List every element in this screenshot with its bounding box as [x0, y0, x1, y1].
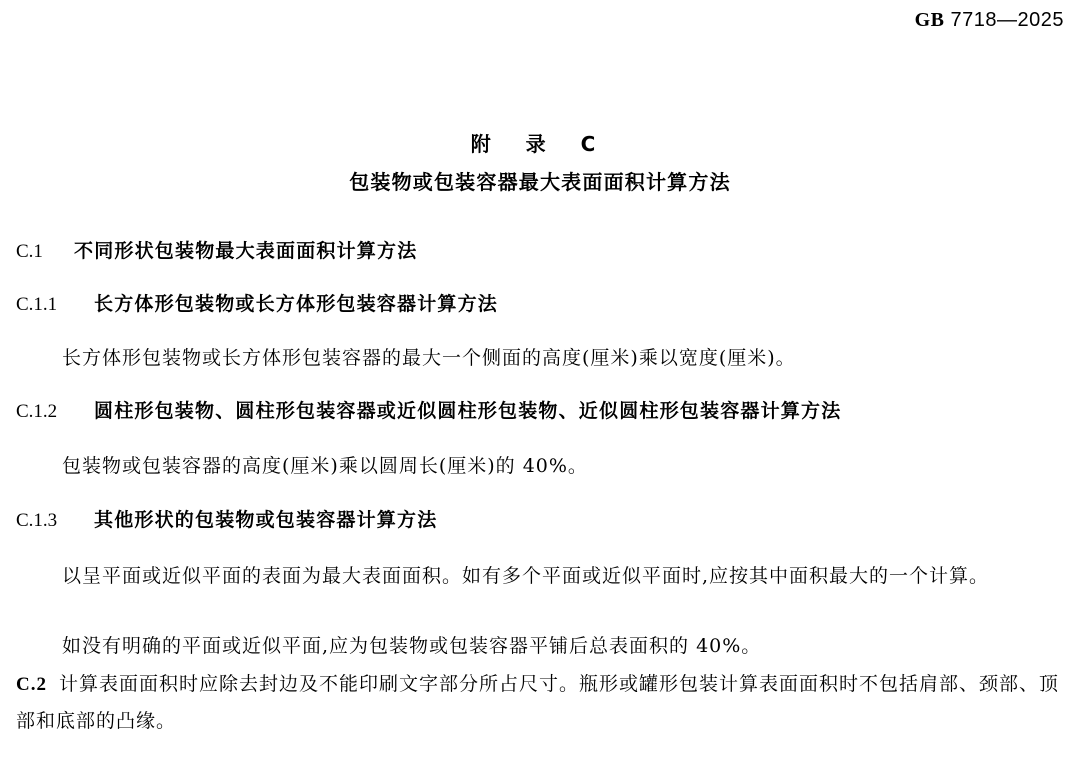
annex-label: 附 录 C — [470, 132, 610, 156]
section-number: C.1.3 — [16, 510, 58, 531]
standard-number: 7718—2025 — [950, 9, 1064, 31]
section-title: 其他形状的包装物或包装容器计算方法 — [94, 509, 438, 531]
section-body-c1-3-paragraph-2: 如没有明确的平面或近似平面,应为包装物或包装容器平铺后总表面积的 40%。 — [62, 635, 762, 657]
standard-prefix: GB — [914, 9, 945, 31]
section-heading-c1 — [16, 238, 417, 265]
section-body-c2: 计算表面面积时应除去封边及不能印刷文字部分所占尺寸。瓶形或罐形包装计算表面面积时不包括肩部、颈部、顶部和底部的凸缘。 — [16, 673, 1059, 732]
section-number: C.1.2 — [16, 401, 58, 422]
section-number: C.2 — [16, 674, 47, 695]
section-heading-c1-3 — [16, 507, 437, 534]
standard-code — [915, 9, 1064, 32]
section-heading-c1-1 — [16, 291, 498, 318]
section-heading-c1-2 — [16, 398, 841, 425]
section-number: C.1 — [16, 241, 43, 262]
section-title: 长方体形包装物或长方体形包装容器计算方法 — [94, 293, 499, 315]
section-number: C.1.1 — [16, 294, 58, 315]
section-title: 不同形状包装物最大表面面积计算方法 — [74, 240, 418, 262]
section-body-c1-2: 包装物或包装容器的高度(厘米)乘以圆周长(厘米)的 40%。 — [62, 455, 588, 477]
section-body-c1-3-paragraph-1: 以呈平面或近似平面的表面为最大表面面积。如有多个平面或近似平面时,应按其中面积最大的一个计算。 — [62, 565, 990, 587]
section-c2 — [16, 666, 1066, 739]
annex-title: 包装物或包装容器最大表面面积计算方法 — [349, 170, 731, 194]
section-body-c1-1: 长方体形包装物或长方体形包装容器的最大一个侧面的高度(厘米)乘以宽度(厘米)。 — [62, 347, 796, 369]
section-title: 圆柱形包装物、圆柱形包装容器或近似圆柱形包装物、近似圆柱形包装容器计算方法 — [94, 400, 842, 422]
